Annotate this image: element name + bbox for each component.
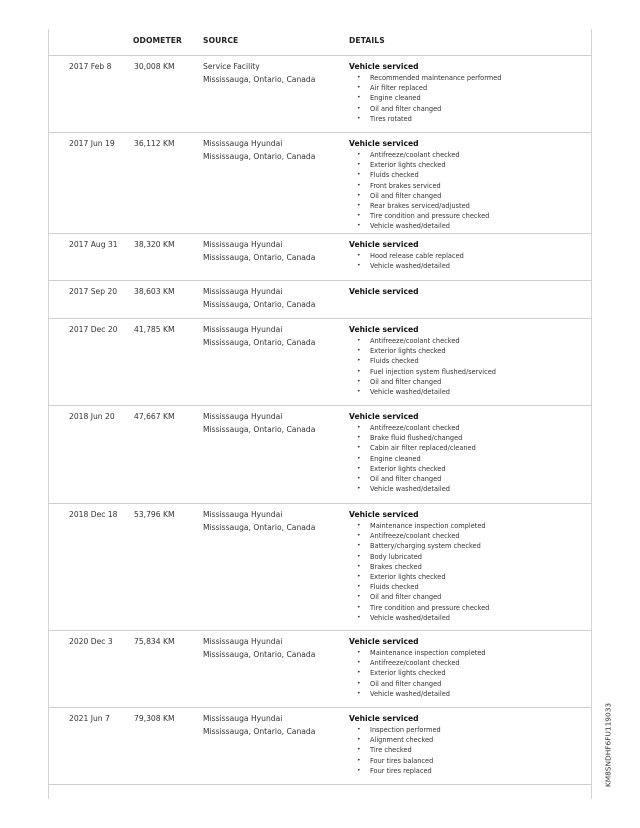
list-item: • Exterior lights checked <box>349 464 585 474</box>
list-item: • Body lubricated <box>349 552 585 562</box>
service-source <box>203 635 315 661</box>
list-item: • Vehicle washed/detailed <box>349 689 585 699</box>
details-list <box>349 336 585 397</box>
list-item: • Oil and filter changed <box>349 474 585 484</box>
service-details <box>349 60 585 124</box>
source-name: Mississauga Hyundai <box>203 637 283 646</box>
list-item: • Fluids checked <box>349 356 585 366</box>
list-item: • Vehicle washed/detailed <box>349 221 585 231</box>
list-item: • Four tires replaced <box>349 766 585 776</box>
service-details <box>349 712 585 776</box>
list-item: • Exterior lights checked <box>349 160 585 170</box>
service-date: 2017 Sep 20 <box>69 287 118 296</box>
service-source <box>203 137 315 163</box>
list-item: • Oil and filter changed <box>349 104 585 114</box>
service-details <box>349 508 585 623</box>
source-name: Mississauga Hyundai <box>203 412 283 421</box>
source-location: Mississauga, Ontario, Canada <box>203 75 316 84</box>
source-location: Mississauga, Ontario, Canada <box>203 727 316 736</box>
service-date: 2017 Dec 20 <box>69 325 118 334</box>
service-date: 2017 Jun 19 <box>69 139 115 148</box>
service-history-page <box>48 29 592 799</box>
odometer-reading: 47,667 KM <box>134 412 175 421</box>
source-name: Service Facility <box>203 62 260 71</box>
source-location: Mississauga, Ontario, Canada <box>203 650 316 659</box>
list-item: • Oil and filter changed <box>349 377 585 387</box>
vin-text: KM8SNDHF6FU119033 <box>603 702 613 788</box>
list-item: • Hood release cable replaced <box>349 251 585 261</box>
list-item: • Vehicle washed/detailed <box>349 387 585 397</box>
header-source: SOURCE <box>203 36 239 45</box>
table-row <box>49 708 591 785</box>
source-name: Mississauga Hyundai <box>203 139 283 148</box>
source-location: Mississauga, Ontario, Canada <box>203 152 316 161</box>
service-date: 2021 Jun 7 <box>69 714 110 723</box>
details-title: Vehicle serviced <box>349 637 419 646</box>
list-item: • Cabin air filter replaced/cleaned <box>349 443 585 453</box>
odometer-reading: 38,320 KM <box>134 240 175 249</box>
list-item: • Battery/charging system checked <box>349 541 585 551</box>
list-item: • Four tires balanced <box>349 756 585 766</box>
service-source <box>203 410 315 436</box>
header-odometer: ODOMETER <box>133 36 182 45</box>
list-item: • Exterior lights checked <box>349 346 585 356</box>
list-item: • Brakes checked <box>349 562 585 572</box>
odometer-reading: 75,834 KM <box>134 637 175 646</box>
service-date: 2017 Feb 8 <box>69 62 112 71</box>
details-title: Vehicle serviced <box>349 240 419 249</box>
list-item: • Fluids checked <box>349 582 585 592</box>
odometer-reading: 41,785 KM <box>134 325 175 334</box>
list-item: • Maintenance inspection completed <box>349 521 585 531</box>
table-row <box>49 234 591 281</box>
list-item: • Antifreeze/coolant checked <box>349 423 585 433</box>
service-source <box>203 712 315 738</box>
details-list <box>349 73 585 124</box>
list-item: • Rear brakes serviced/adjusted <box>349 201 585 211</box>
details-list <box>349 150 585 232</box>
service-source <box>203 323 315 349</box>
list-item: • Maintenance inspection completed <box>349 648 585 658</box>
list-item: • Vehicle washed/detailed <box>349 484 585 494</box>
source-location: Mississauga, Ontario, Canada <box>203 300 316 309</box>
details-list <box>349 423 585 494</box>
odometer-reading: 53,796 KM <box>134 510 175 519</box>
service-records <box>49 56 591 785</box>
details-title: Vehicle serviced <box>349 287 419 296</box>
list-item: • Antifreeze/coolant checked <box>349 658 585 668</box>
service-source <box>203 285 315 311</box>
table-row <box>49 319 591 406</box>
service-details <box>349 410 585 494</box>
table-row <box>49 631 591 708</box>
list-item: • Oil and filter changed <box>349 191 585 201</box>
details-list <box>349 251 585 271</box>
list-item: • Alignment checked <box>349 735 585 745</box>
list-item: • Exterior lights checked <box>349 668 585 678</box>
list-item: • Oil and filter changed <box>349 592 585 602</box>
table-row <box>49 406 591 504</box>
list-item: • Tire condition and pressure checked <box>349 603 585 613</box>
source-name: Mississauga Hyundai <box>203 510 283 519</box>
source-location: Mississauga, Ontario, Canada <box>203 338 316 347</box>
list-item: • Antifreeze/coolant checked <box>349 336 585 346</box>
details-title: Vehicle serviced <box>349 62 419 71</box>
list-item: • Recommended maintenance performed <box>349 73 585 83</box>
list-item: • Tires rotated <box>349 114 585 124</box>
service-details <box>349 635 585 699</box>
service-details <box>349 137 585 232</box>
list-item: • Engine cleaned <box>349 454 585 464</box>
table-row <box>49 133 591 234</box>
service-source <box>203 238 315 264</box>
list-item: • Air filter replaced <box>349 83 585 93</box>
table-row <box>49 56 591 133</box>
odometer-reading: 36,112 KM <box>134 139 175 148</box>
list-item: • Tire condition and pressure checked <box>349 211 585 221</box>
details-title: Vehicle serviced <box>349 139 419 148</box>
details-title: Vehicle serviced <box>349 412 419 421</box>
service-details <box>349 238 585 271</box>
table-row <box>49 504 591 631</box>
list-item: • Engine cleaned <box>349 93 585 103</box>
list-item: • Front brakes serviced <box>349 181 585 191</box>
header-details: DETAILS <box>349 36 385 45</box>
service-source <box>203 60 315 86</box>
source-location: Mississauga, Ontario, Canada <box>203 523 316 532</box>
list-item: • Fluids checked <box>349 170 585 180</box>
source-name: Mississauga Hyundai <box>203 287 283 296</box>
service-date: 2017 Aug 31 <box>69 240 118 249</box>
service-source <box>203 508 315 534</box>
vin-label <box>602 700 614 790</box>
source-location: Mississauga, Ontario, Canada <box>203 253 316 262</box>
service-details <box>349 285 585 298</box>
table-header <box>49 29 591 56</box>
table-row <box>49 281 591 319</box>
list-item: • Brake fluid flushed/changed <box>349 433 585 443</box>
odometer-reading: 38,603 KM <box>134 287 175 296</box>
source-name: Mississauga Hyundai <box>203 714 283 723</box>
service-date: 2020 Dec 3 <box>69 637 113 646</box>
list-item: • Vehicle washed/detailed <box>349 613 585 623</box>
odometer-reading: 79,308 KM <box>134 714 175 723</box>
details-title: Vehicle serviced <box>349 325 419 334</box>
details-list <box>349 521 585 623</box>
service-date: 2018 Jun 20 <box>69 412 115 421</box>
list-item: • Fuel injection system flushed/serviced <box>349 367 585 377</box>
list-item: • Inspection performed <box>349 725 585 735</box>
service-date: 2018 Dec 18 <box>69 510 118 519</box>
source-name: Mississauga Hyundai <box>203 240 283 249</box>
source-name: Mississauga Hyundai <box>203 325 283 334</box>
list-item: • Antifreeze/coolant checked <box>349 531 585 541</box>
service-details <box>349 323 585 397</box>
list-item: • Tire checked <box>349 745 585 755</box>
details-list <box>349 648 585 699</box>
list-item: • Oil and filter changed <box>349 679 585 689</box>
details-title: Vehicle serviced <box>349 510 419 519</box>
list-item: • Exterior lights checked <box>349 572 585 582</box>
odometer-reading: 30,008 KM <box>134 62 175 71</box>
details-title: Vehicle serviced <box>349 714 419 723</box>
details-list <box>349 725 585 776</box>
list-item: • Antifreeze/coolant checked <box>349 150 585 160</box>
source-location: Mississauga, Ontario, Canada <box>203 425 316 434</box>
list-item: • Vehicle washed/detailed <box>349 261 585 271</box>
